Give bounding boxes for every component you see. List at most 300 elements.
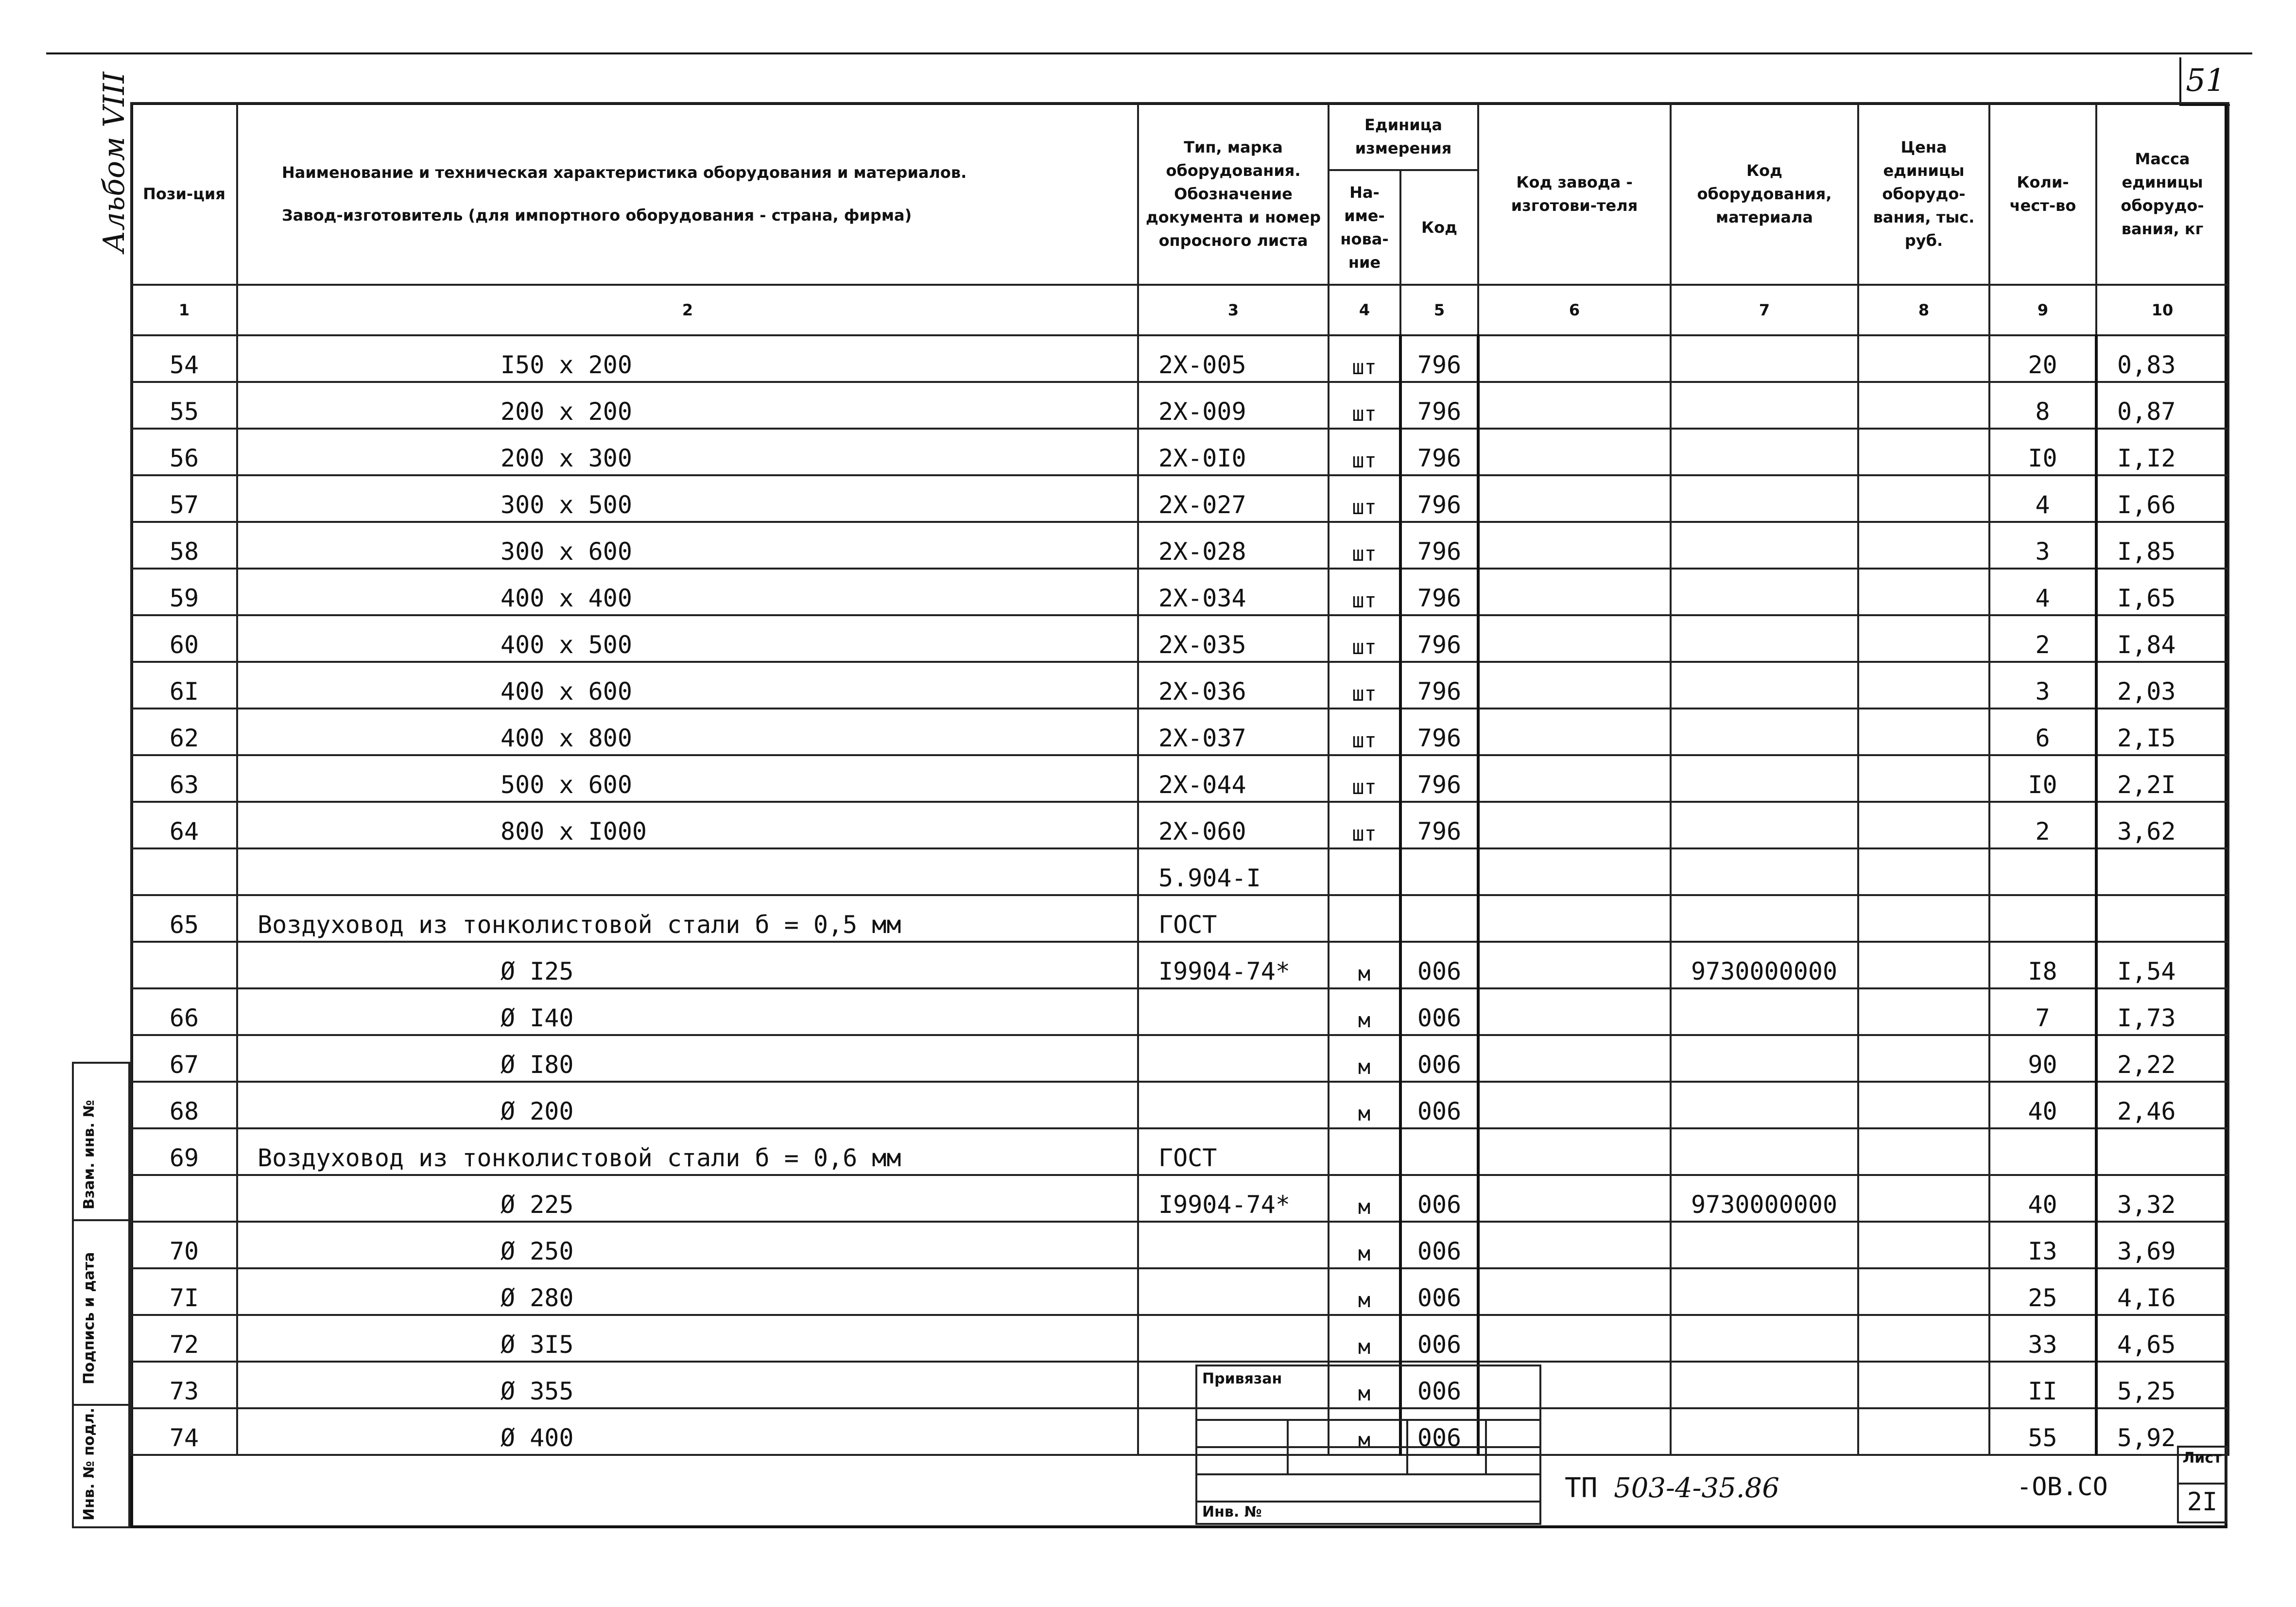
table-row: [131, 1315, 2228, 1362]
cell-qty: I3: [1989, 1222, 2096, 1268]
header-unit-name: На-име-нова-ние: [1329, 170, 1400, 285]
cell-unit: шт: [1329, 802, 1400, 848]
cell-qty: 55: [1989, 1408, 2096, 1455]
cell-mass: I,66: [2096, 475, 2228, 522]
header-mass: Масса единицы оборудо-вания, кг: [2096, 103, 2228, 285]
cell-pos: 72: [131, 1315, 237, 1362]
cell-unit: [1329, 848, 1400, 895]
cell-qty: I8: [1989, 942, 2096, 988]
cell-factory-code: [1478, 335, 1671, 382]
cell-code: 006: [1400, 1175, 1478, 1222]
cell-code: 796: [1400, 522, 1478, 569]
cell-pos: 64: [131, 802, 237, 848]
cell-pos: 60: [131, 615, 237, 662]
cell-unit: м: [1329, 988, 1400, 1035]
cell-pos: 73: [131, 1362, 237, 1408]
cell-type: [1138, 988, 1329, 1035]
table-row: [131, 755, 2228, 802]
stamp-divider: [1287, 1421, 1289, 1473]
cell-code: 006: [1400, 1408, 1478, 1455]
strip-divider: [74, 1404, 128, 1406]
cell-unit: шт: [1329, 335, 1400, 382]
binding-stamp: [1195, 1365, 1541, 1525]
cell-type: 2X-060: [1138, 802, 1329, 848]
cell-code: 796: [1400, 708, 1478, 755]
cell-mass: 2,46: [2096, 1082, 2228, 1128]
table-row: [131, 475, 2228, 522]
strip-text-inv-orig: Инв. № подл.: [81, 1407, 98, 1521]
cell-qty: 33: [1989, 1315, 2096, 1362]
cell-equip-code: [1671, 522, 1858, 569]
cell-qty: 90: [1989, 1035, 2096, 1082]
cell-pos: 69: [131, 1128, 237, 1175]
cell-type: I9904-74*: [1138, 942, 1329, 988]
cell-qty: [1989, 895, 2096, 942]
cell-mass: 0,87: [2096, 382, 2228, 429]
sheet-number-box: [2177, 1446, 2227, 1523]
column-number: 9: [1989, 285, 2096, 335]
cell-factory-code: [1478, 755, 1671, 802]
cell-name: Воздуховод из тонколистовой стали б = 0,6 мм: [237, 1128, 1138, 1175]
cell-price: [1858, 475, 1989, 522]
column-number: 8: [1858, 285, 1989, 335]
cell-name: 200 x 300: [237, 429, 1138, 475]
table-row: [131, 1362, 2228, 1408]
album-label: Альбом VIII: [97, 71, 131, 253]
cell-factory-code: [1478, 1268, 1671, 1315]
cell-equip-code: [1671, 429, 1858, 475]
cell-pos: 57: [131, 475, 237, 522]
column-number: 3: [1138, 285, 1329, 335]
cell-mass: I,73: [2096, 988, 2228, 1035]
cell-unit: шт: [1329, 615, 1400, 662]
cell-mass: 2,2I: [2096, 755, 2228, 802]
cell-qty: 4: [1989, 475, 2096, 522]
cell-name: 800 x I000: [237, 802, 1138, 848]
cell-equip-code: [1671, 662, 1858, 708]
cell-code: 006: [1400, 1082, 1478, 1128]
sheet-corner-number: 51: [2179, 57, 2230, 106]
cell-type: I9904-74*: [1138, 1175, 1329, 1222]
cell-pos: 62: [131, 708, 237, 755]
cell-mass: I,84: [2096, 615, 2228, 662]
cell-price: [1858, 1408, 1989, 1455]
cell-code: 006: [1400, 1035, 1478, 1082]
cell-unit: шт: [1329, 382, 1400, 429]
cell-type: [1138, 1222, 1329, 1268]
cell-qty: 7: [1989, 988, 2096, 1035]
cell-name: 400 x 800: [237, 708, 1138, 755]
cell-price: [1858, 1268, 1989, 1315]
table-row: [131, 848, 2228, 895]
cell-unit: м: [1329, 1175, 1400, 1222]
cell-code: 796: [1400, 429, 1478, 475]
cell-pos: 68: [131, 1082, 237, 1128]
cell-pos: 74: [131, 1408, 237, 1455]
cell-type: 2X-009: [1138, 382, 1329, 429]
cell-name: Ø I40: [237, 988, 1138, 1035]
header-name: [237, 103, 1138, 285]
table-row: [131, 615, 2228, 662]
cell-type: 2X-028: [1138, 522, 1329, 569]
cell-factory-code: [1478, 382, 1671, 429]
cell-type: 5.904-I: [1138, 848, 1329, 895]
cell-name: Ø 355: [237, 1362, 1138, 1408]
table-row: [131, 1128, 2228, 1175]
cell-unit: м: [1329, 1268, 1400, 1315]
cell-equip-code: [1671, 708, 1858, 755]
cell-factory-code: [1478, 942, 1671, 988]
table-row: [131, 1082, 2228, 1128]
cell-pos: [131, 848, 237, 895]
table-body: [131, 335, 2228, 1455]
cell-factory-code: [1478, 988, 1671, 1035]
table-header: [131, 103, 2228, 335]
cell-pos: 7I: [131, 1268, 237, 1315]
cell-pos: 66: [131, 988, 237, 1035]
cell-name: 400 x 500: [237, 615, 1138, 662]
cell-pos: 54: [131, 335, 237, 382]
table-row: [131, 1408, 2228, 1455]
cell-equip-code: [1671, 1268, 1858, 1315]
top-rule: [46, 52, 2252, 54]
column-number: 5: [1400, 285, 1478, 335]
table-row: [131, 522, 2228, 569]
table-row: [131, 382, 2228, 429]
cell-mass: 3,62: [2096, 802, 2228, 848]
sheet-number: 2I: [2179, 1483, 2226, 1517]
strip-divider: [74, 1219, 128, 1221]
cell-code: 796: [1400, 802, 1478, 848]
cell-code: 006: [1400, 942, 1478, 988]
strip-text-signature: Подпись и дата: [81, 1252, 98, 1384]
cell-unit: шт: [1329, 475, 1400, 522]
cell-type: [1138, 1082, 1329, 1128]
cell-type: 2X-0I0: [1138, 429, 1329, 475]
cell-factory-code: [1478, 662, 1671, 708]
cell-type: 2X-027: [1138, 475, 1329, 522]
cell-price: [1858, 662, 1989, 708]
cell-type: [1138, 1315, 1329, 1362]
cell-pos: 67: [131, 1035, 237, 1082]
cell-name: I50 x 200: [237, 335, 1138, 382]
doc-code-suffix: -ОВ.СО: [2017, 1472, 2108, 1502]
cell-code: 796: [1400, 755, 1478, 802]
cell-pos: 63: [131, 755, 237, 802]
header-pos: Пози-ция: [131, 103, 237, 285]
cell-qty: [1989, 848, 2096, 895]
stamp-line: [1197, 1473, 1539, 1475]
cell-equip-code: [1671, 1315, 1858, 1362]
strip-text-replace-inv: Взам. инв. №: [81, 1100, 98, 1210]
cell-type: 2X-044: [1138, 755, 1329, 802]
cell-factory-code: [1478, 429, 1671, 475]
cell-qty: I0: [1989, 429, 2096, 475]
cell-code: 006: [1400, 1222, 1478, 1268]
cell-type: 2X-036: [1138, 662, 1329, 708]
cell-equip-code: [1671, 569, 1858, 615]
cell-code: 796: [1400, 382, 1478, 429]
cell-pos: 59: [131, 569, 237, 615]
header-name-line1: Наименование и техническая характеристика оборудования и материалов.: [282, 163, 967, 182]
cell-qty: II: [1989, 1362, 2096, 1408]
cell-mass: 5,92: [2096, 1408, 2228, 1455]
cell-equip-code: [1671, 802, 1858, 848]
cell-price: [1858, 382, 1989, 429]
cell-qty: 20: [1989, 335, 2096, 382]
cell-code: 796: [1400, 615, 1478, 662]
cell-type: ГОСТ: [1138, 1128, 1329, 1175]
cell-factory-code: [1478, 1128, 1671, 1175]
table-row: [131, 662, 2228, 708]
stamp-divider: [1485, 1421, 1487, 1473]
table-row: [131, 335, 2228, 382]
cell-equip-code: [1671, 848, 1858, 895]
cell-unit: м: [1329, 1082, 1400, 1128]
cell-mass: 3,69: [2096, 1222, 2228, 1268]
table-row: [131, 708, 2228, 755]
cell-equip-code: [1671, 1408, 1858, 1455]
cell-equip-code: [1671, 335, 1858, 382]
table-row: [131, 1035, 2228, 1082]
header-equip-code: Код оборудования, материала: [1671, 103, 1858, 285]
cell-mass: I,65: [2096, 569, 2228, 615]
cell-pos: 56: [131, 429, 237, 475]
cell-name: Ø 200: [237, 1082, 1138, 1128]
cell-pos: 55: [131, 382, 237, 429]
inv-label: Инв. №: [1202, 1503, 1262, 1521]
table-row: [131, 1175, 2228, 1222]
cell-qty: 40: [1989, 1175, 2096, 1222]
cell-type: [1138, 1268, 1329, 1315]
cell-price: [1858, 615, 1989, 662]
cell-unit: шт: [1329, 662, 1400, 708]
cell-factory-code: [1478, 615, 1671, 662]
cell-name: 400 x 400: [237, 569, 1138, 615]
doc-code-number: 503-4-35.86: [1614, 1472, 1779, 1504]
cell-unit: м: [1329, 1035, 1400, 1082]
cell-pos: 6I: [131, 662, 237, 708]
cell-price: [1858, 708, 1989, 755]
header-unit-group: Единица измерения: [1329, 103, 1478, 170]
cell-equip-code: [1671, 895, 1858, 942]
cell-pos: [131, 942, 237, 988]
cell-unit: м: [1329, 1222, 1400, 1268]
cell-pos: 58: [131, 522, 237, 569]
bound-label: Привязан: [1202, 1370, 1282, 1387]
cell-factory-code: [1478, 475, 1671, 522]
cell-unit: шт: [1329, 522, 1400, 569]
cell-type: 2X-035: [1138, 615, 1329, 662]
sheet-label: Лист: [2182, 1450, 2222, 1467]
cell-mass: [2096, 895, 2228, 942]
column-number: 4: [1329, 285, 1400, 335]
header-type: Тип, марка оборудования. Обозначение документа и номер опросного листа: [1138, 103, 1329, 285]
cell-factory-code: [1478, 522, 1671, 569]
cell-pos: 70: [131, 1222, 237, 1268]
cell-factory-code: [1478, 1082, 1671, 1128]
cell-factory-code: [1478, 1035, 1671, 1082]
document-code: [1565, 1472, 1779, 1504]
cell-factory-code: [1478, 1315, 1671, 1362]
cell-price: [1858, 522, 1989, 569]
cell-mass: [2096, 848, 2228, 895]
cell-price: [1858, 569, 1989, 615]
table-row: [131, 1268, 2228, 1315]
table-row: [131, 802, 2228, 848]
table-row: [131, 1222, 2228, 1268]
header-factory-code: Код завода - изготови-теля: [1478, 103, 1671, 285]
cell-price: [1858, 802, 1989, 848]
cell-price: [1858, 1362, 1989, 1408]
cell-unit: м: [1329, 942, 1400, 988]
cell-unit: м: [1329, 1315, 1400, 1362]
cell-equip-code: [1671, 1082, 1858, 1128]
cell-price: [1858, 1128, 1989, 1175]
cell-code: 006: [1400, 1362, 1478, 1408]
cell-code: 006: [1400, 1268, 1478, 1315]
cell-mass: 4,65: [2096, 1315, 2228, 1362]
cell-code: [1400, 848, 1478, 895]
cell-unit: шт: [1329, 569, 1400, 615]
cell-factory-code: [1478, 895, 1671, 942]
cell-equip-code: [1671, 988, 1858, 1035]
column-number: 2: [237, 285, 1138, 335]
cell-qty: 2: [1989, 615, 2096, 662]
cell-factory-code: [1478, 848, 1671, 895]
cell-equip-code: [1671, 1128, 1858, 1175]
cell-qty: 40: [1989, 1082, 2096, 1128]
cell-factory-code: [1478, 1175, 1671, 1222]
specification-table: [130, 102, 2229, 1456]
cell-price: [1858, 1175, 1989, 1222]
header-price: Цена единицы оборудо-вания, тыс. руб.: [1858, 103, 1989, 285]
cell-price: [1858, 988, 1989, 1035]
cell-unit: [1329, 1128, 1400, 1175]
table-row: [131, 569, 2228, 615]
cell-qty: 2: [1989, 802, 2096, 848]
cell-code: 006: [1400, 988, 1478, 1035]
column-number: 1: [131, 285, 237, 335]
cell-unit: [1329, 895, 1400, 942]
cell-type: 2X-037: [1138, 708, 1329, 755]
cell-name: 300 x 600: [237, 522, 1138, 569]
cell-equip-code: [1671, 475, 1858, 522]
cell-mass: 4,I6: [2096, 1268, 2228, 1315]
cell-equip-code: [1671, 1362, 1858, 1408]
cell-qty: 6: [1989, 708, 2096, 755]
cell-price: [1858, 1222, 1989, 1268]
cell-equip-code: [1671, 1035, 1858, 1082]
cell-name: Ø I25: [237, 942, 1138, 988]
column-number: 10: [2096, 285, 2228, 335]
cell-code: 796: [1400, 569, 1478, 615]
cell-name: Ø 225: [237, 1175, 1138, 1222]
cell-mass: I,85: [2096, 522, 2228, 569]
doc-code-prefix: ТП: [1565, 1472, 1598, 1504]
cell-code: 796: [1400, 335, 1478, 382]
table-row: [131, 942, 2228, 988]
cell-pos: 65: [131, 895, 237, 942]
cell-factory-code: [1478, 1222, 1671, 1268]
cell-qty: 3: [1989, 522, 2096, 569]
cell-mass: 0,83: [2096, 335, 2228, 382]
cell-code: [1400, 895, 1478, 942]
stamp-line: [1197, 1501, 1539, 1503]
cell-mass: 2,03: [2096, 662, 2228, 708]
cell-code: 796: [1400, 662, 1478, 708]
cell-qty: 4: [1989, 569, 2096, 615]
cell-name: Ø 400: [237, 1408, 1138, 1455]
side-approval-strip: [72, 1062, 130, 1528]
cell-price: [1858, 429, 1989, 475]
cell-mass: 3,32: [2096, 1175, 2228, 1222]
stamp-line: [1197, 1419, 1539, 1421]
cell-name: Ø 280: [237, 1268, 1138, 1315]
table-row: [131, 895, 2228, 942]
cell-name: [237, 848, 1138, 895]
cell-qty: 25: [1989, 1268, 2096, 1315]
cell-unit: м: [1329, 1408, 1400, 1455]
cell-name: 300 x 500: [237, 475, 1138, 522]
cell-name: Ø 250: [237, 1222, 1138, 1268]
cell-unit: шт: [1329, 755, 1400, 802]
cell-pos: [131, 1175, 237, 1222]
cell-price: [1858, 1315, 1989, 1362]
cell-unit: шт: [1329, 708, 1400, 755]
cell-price: [1858, 1082, 1989, 1128]
cell-qty: I0: [1989, 755, 2096, 802]
cell-type: ГОСТ: [1138, 895, 1329, 942]
column-number-row: [131, 285, 2228, 335]
cell-unit: м: [1329, 1362, 1400, 1408]
cell-name: Ø I80: [237, 1035, 1138, 1082]
cell-type: 2X-005: [1138, 335, 1329, 382]
cell-name: 200 x 200: [237, 382, 1138, 429]
cell-unit: шт: [1329, 429, 1400, 475]
cell-price: [1858, 848, 1989, 895]
header-unit-code: Код: [1400, 170, 1478, 285]
cell-qty: 8: [1989, 382, 2096, 429]
cell-code: 796: [1400, 475, 1478, 522]
cell-qty: [1989, 1128, 2096, 1175]
cell-factory-code: [1478, 569, 1671, 615]
column-number: 6: [1478, 285, 1671, 335]
cell-mass: 2,22: [2096, 1035, 2228, 1082]
table-row: [131, 429, 2228, 475]
cell-code: [1400, 1128, 1478, 1175]
cell-equip-code: [1671, 1222, 1858, 1268]
cell-mass: I,I2: [2096, 429, 2228, 475]
cell-name: Ø 3I5: [237, 1315, 1138, 1362]
cell-name: 400 x 600: [237, 662, 1138, 708]
cell-type: 2X-034: [1138, 569, 1329, 615]
cell-price: [1858, 1035, 1989, 1082]
cell-equip-code: [1671, 755, 1858, 802]
cell-qty: 3: [1989, 662, 2096, 708]
cell-factory-code: [1478, 802, 1671, 848]
cell-code: 006: [1400, 1315, 1478, 1362]
cell-type: [1138, 1035, 1329, 1082]
cell-factory-code: [1478, 708, 1671, 755]
cell-name: 500 x 600: [237, 755, 1138, 802]
cell-mass: [2096, 1128, 2228, 1175]
cell-equip-code: [1671, 615, 1858, 662]
column-number: 7: [1671, 285, 1858, 335]
cell-mass: 5,25: [2096, 1362, 2228, 1408]
cell-equip-code: 9730000000: [1671, 1175, 1858, 1222]
stamp-line: [1197, 1446, 1539, 1448]
